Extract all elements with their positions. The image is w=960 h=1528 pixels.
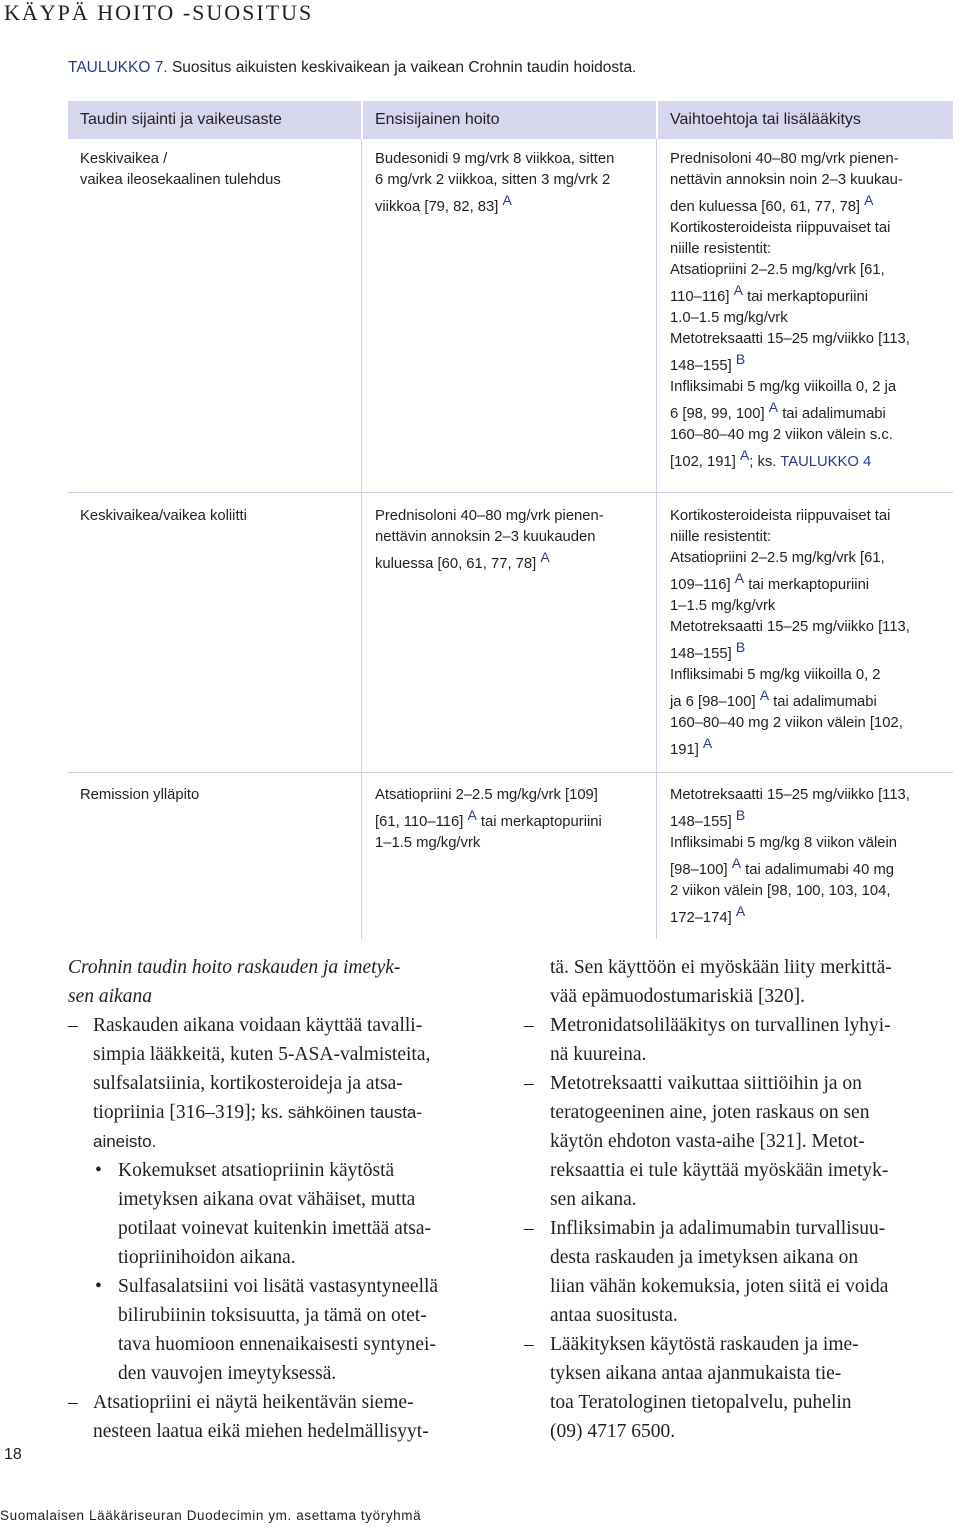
evidence-grade: A <box>502 192 512 208</box>
cell-line <box>670 687 910 713</box>
text-line: Raskauden aikana voidaan käyttää tavalli- <box>93 1015 423 1036</box>
dash-marker: – <box>68 1015 78 1036</box>
column-header-location: Taudin sijainti ja vaikeusaste <box>68 101 361 139</box>
cell-line <box>670 282 910 308</box>
table-label: TAULUKKO 7. <box>68 59 168 76</box>
table-row-1-primary <box>375 149 614 218</box>
evidence-grade: A <box>702 735 713 751</box>
heading-line: Crohnin taudin hoito raskauden ja imetyk- <box>68 957 401 978</box>
cell-line: nettävin annoksin noin 2–3 kuukau- <box>670 172 903 188</box>
table-caption-text: Suositus aikuisten keskivaikean ja vaikean Crohnin taudin hoidosta. <box>167 59 637 76</box>
bullet-marker: • <box>95 1160 102 1181</box>
evidence-grade: A <box>768 399 779 415</box>
cell-line: Remission ylläpito <box>80 787 200 803</box>
cell-line <box>670 399 910 425</box>
cell-line: Kortikosteroideista riippuvaiset tai <box>670 508 891 524</box>
table-row-2-location <box>80 506 247 527</box>
cell-text: tai merkaptopuriini <box>744 577 870 593</box>
cell-line: vaikea ileosekaalinen tulehdus <box>80 172 281 188</box>
text-line: toa Teratologinen tietopalvelu, puhelin <box>550 1392 852 1413</box>
cell-line: Budesonidi 9 mg/vrk 8 viikkoa, sitten <box>375 151 615 167</box>
cell-text: 148–155] <box>670 646 736 662</box>
bullet-list-item <box>68 1272 438 1388</box>
cell-text: 148–155] <box>670 358 736 374</box>
dash-list-item <box>68 1011 438 1156</box>
cell-line <box>670 855 910 881</box>
cell-text: 6 [98, 99, 100] <box>670 406 769 422</box>
evidence-grade: A <box>733 282 743 298</box>
cell-line: niille resistentit: <box>670 529 772 545</box>
cell-line: Atsatiopriini 2–2.5 mg/kg/vrk [109] <box>375 787 598 803</box>
table-row-1-alternatives <box>670 149 910 473</box>
text-line: reksaattia ei tule käyttää myöskään imetyk- <box>550 1160 889 1181</box>
dash-list-item <box>524 1214 892 1330</box>
text-segment: tiopriinia [316–319]; ks. <box>93 1102 284 1123</box>
heading-line: sen aikana <box>68 986 152 1007</box>
text-line: tava huomioon ennenaikaisesti syntynei- <box>118 1334 436 1355</box>
text-line: Sulfasalatsiini voi lisätä vastasyntyneellä <box>118 1276 439 1297</box>
text-line: nä kuureina. <box>550 1044 647 1065</box>
text-line: imetyksen aikana ovat vähäiset, mutta <box>118 1189 416 1210</box>
cell-line: Infliksimabi 5 mg/kg 8 viikon välein <box>670 835 897 851</box>
cell-line: 1–1.5 mg/kg/vrk <box>375 835 481 851</box>
bullet-marker: • <box>95 1276 102 1297</box>
cell-text: 148–155] <box>670 814 736 830</box>
dash-list-item <box>524 1011 892 1069</box>
table-row-3-primary <box>375 785 602 854</box>
cell-line <box>670 192 910 218</box>
dash-marker: – <box>524 1015 534 1036</box>
continued-paragraph <box>524 953 892 1011</box>
cell-line: niille resistentit: <box>670 241 772 257</box>
section-heading <box>68 953 438 1011</box>
column-header-alternatives: Vaihtoehtoja tai lisälääkitys <box>656 101 953 139</box>
cell-line: 160–80–40 mg 2 viikon välein [102, <box>670 715 903 731</box>
cell-text: tai merkaptopuriini <box>476 814 602 830</box>
left-text-column <box>68 953 438 1446</box>
text-line: antaa suositusta. <box>550 1305 678 1326</box>
cell-text: ; ks. <box>749 454 781 470</box>
cell-text: 191] <box>670 742 703 758</box>
cell-text: 110–116] <box>670 289 734 305</box>
evidence-grade: B <box>735 639 746 655</box>
page-footer: Suomalaisen Lääkäriseuran Duodecimin ym. asettama työryhmä <box>0 1508 422 1523</box>
table-reference-link[interactable]: TAULUKKO 4 <box>780 454 872 470</box>
cell-text: tai adalimumabi <box>769 694 877 710</box>
text-line: Infliksimabin ja adalimumabin turvallisuu- <box>550 1218 886 1239</box>
table-row-2-alternatives <box>670 506 910 761</box>
cell-line: Kortikosteroideista riippuvaiset tai <box>670 220 891 236</box>
cell-line <box>670 639 910 665</box>
evidence-grade: A <box>739 447 750 463</box>
row-divider <box>68 492 953 493</box>
evidence-grade: A <box>467 807 477 823</box>
cell-line <box>670 807 910 833</box>
cell-text: 109–116] <box>670 577 735 593</box>
dash-marker: – <box>524 1334 534 1355</box>
text-line: potilaat voinevat kuitenkin imettää atsa- <box>118 1218 431 1239</box>
evidence-grade: A <box>735 903 746 919</box>
text-line: teratogeeninen aine, joten raskaus on sen <box>550 1102 870 1123</box>
text-line: simpia lääkkeitä, kuten 5-ASA-valmisteita, <box>93 1044 431 1065</box>
text-line: Lääkityksen käytöstä raskauden ja ime- <box>550 1334 859 1355</box>
evidence-grade: B <box>735 807 746 823</box>
cell-line: 6 mg/vrk 2 viikkoa, sitten 3 mg/vrk 2 <box>375 172 611 188</box>
dash-list-item <box>524 1330 892 1446</box>
dash-list-item <box>68 1388 438 1446</box>
cell-line: 2 viikon välein [98, 100, 103, 104, <box>670 883 891 899</box>
text-line: käytön ehdoton vasta-aihe [321]. Metot- <box>550 1131 865 1152</box>
text-line: Metotreksaatti vaikuttaa siittiöihin ja on <box>550 1073 862 1094</box>
column-divider <box>656 139 657 939</box>
right-text-column <box>524 953 892 1446</box>
cell-line: Keskivaikea / <box>80 151 168 167</box>
dash-marker: – <box>524 1218 534 1239</box>
table-row-2-primary <box>375 506 604 575</box>
table-row-3-alternatives <box>670 785 910 929</box>
cell-text: [98–100] <box>670 862 732 878</box>
text-line: Kokemukset atsatiopriinin käytöstä <box>118 1160 395 1181</box>
cell-text: tai adalimumabi 40 mg <box>741 862 895 878</box>
cell-line: Metotreksaatti 15–25 mg/viikko [113, <box>670 787 910 803</box>
text-line: liian vähän kokemuksia, joten siitä ei voida <box>550 1276 889 1297</box>
table-header <box>68 101 953 139</box>
dash-list-item <box>524 1069 892 1214</box>
bullet-list-item <box>68 1156 438 1272</box>
cell-text: den kuluessa [60, 61, 77, 78] <box>670 199 865 215</box>
column-divider <box>361 139 362 939</box>
column-header-primary: Ensisijainen hoito <box>361 101 656 139</box>
text-line: tiopriinihoidon aikana. <box>118 1247 296 1268</box>
text-line: Atsatiopriini ei näytä heikentävän sieme- <box>93 1392 414 1413</box>
text-line: Metronidatsolilääkitys on turvallinen lyhyi- <box>550 1015 891 1036</box>
cell-line: Metotreksaatti 15–25 mg/viikko [113, <box>670 619 910 635</box>
cell-line <box>670 735 910 761</box>
cell-line <box>375 549 604 575</box>
cell-line <box>670 570 910 596</box>
cell-line: nettävin annoksin 2–3 kuukauden <box>375 529 596 545</box>
cell-line: Atsatiopriini 2–2.5 mg/kg/vrk [61, <box>670 262 885 278</box>
page-number: 18 <box>4 1446 22 1463</box>
dash-marker: – <box>68 1392 78 1413</box>
cell-text: ja 6 [98–100] <box>670 694 760 710</box>
cell-line: 1.0–1.5 mg/kg/vrk <box>670 310 788 326</box>
cell-line <box>670 447 910 473</box>
evidence-grade: A <box>734 570 745 586</box>
cell-text: tai adalimumabi <box>778 406 886 422</box>
text-line <box>93 1098 438 1127</box>
cell-line: Prednisoloni 40–80 mg/vrk pienen- <box>375 508 604 524</box>
table-row-1-location <box>80 149 281 191</box>
cell-line: Prednisoloni 40–80 mg/vrk pienen- <box>670 151 899 167</box>
text-line: sen aikana. <box>550 1189 637 1210</box>
row-divider <box>68 772 953 773</box>
cell-text: 172–174] <box>670 910 736 926</box>
cell-line <box>670 903 910 929</box>
cell-line: Keskivaikea/vaikea koliitti <box>80 508 247 524</box>
cell-line <box>670 351 910 377</box>
cell-text: tai merkaptopuriini <box>742 289 868 305</box>
cell-line: Atsatiopriini 2–2.5 mg/kg/vrk [61, <box>670 550 885 566</box>
text-line: sulfsalatsiinia, kortikosteroideja ja atsa- <box>93 1073 403 1094</box>
text-line: tä. Sen käyttöön ei myöskään liity merkittä- <box>550 957 892 978</box>
text-line: desta raskauden ja imetyksen aikana on <box>550 1247 859 1268</box>
text-line: (09) 4717 6500. <box>550 1421 676 1442</box>
cell-line: Infliksimabi 5 mg/kg viikoilla 0, 2 ja <box>670 379 897 395</box>
evidence-grade: B <box>735 351 746 367</box>
evidence-grade: A <box>731 855 742 871</box>
table-caption <box>68 59 636 77</box>
text-line: vää epämuodostumariskiä [320]. <box>550 986 806 1007</box>
dash-marker: – <box>524 1073 534 1094</box>
cell-line: Infliksimabi 5 mg/kg viikoilla 0, 2 <box>670 667 881 683</box>
cell-line: 160–80–40 mg 2 viikon välein s.c. <box>670 427 893 443</box>
text-line: bilirubiinin toksisuutta, ja tämä on otet- <box>118 1305 427 1326</box>
cell-text: [61, 110–116] <box>375 814 468 830</box>
background-material-link[interactable]: sähköinen tausta- <box>283 1103 423 1122</box>
cell-line <box>375 192 614 218</box>
cell-line: 1–1.5 mg/kg/vrk <box>670 598 776 614</box>
text-line: nesteen laatua eikä miehen hedelmällisyyt- <box>93 1421 429 1442</box>
evidence-grade: A <box>864 192 874 208</box>
evidence-grade: A <box>540 549 550 565</box>
table-row-3-location <box>80 785 199 806</box>
text-line: aineisto. <box>93 1132 157 1151</box>
cell-text: viikkoa [79, 82, 83] <box>375 199 503 215</box>
cell-text: [102, 191] <box>670 454 740 470</box>
cell-line: Metotreksaatti 15–25 mg/viikko [113, <box>670 331 910 347</box>
text-line: tyksen aikana antaa ajanmukaista tie- <box>550 1363 842 1384</box>
cell-text: kuluessa [60, 61, 77, 78] <box>375 556 541 572</box>
running-header: KÄYPÄ HOITO -SUOSITUS <box>4 0 314 25</box>
evidence-grade: A <box>759 687 770 703</box>
text-line: den vauvojen imeytyksessä. <box>118 1363 337 1384</box>
cell-line <box>375 807 602 833</box>
